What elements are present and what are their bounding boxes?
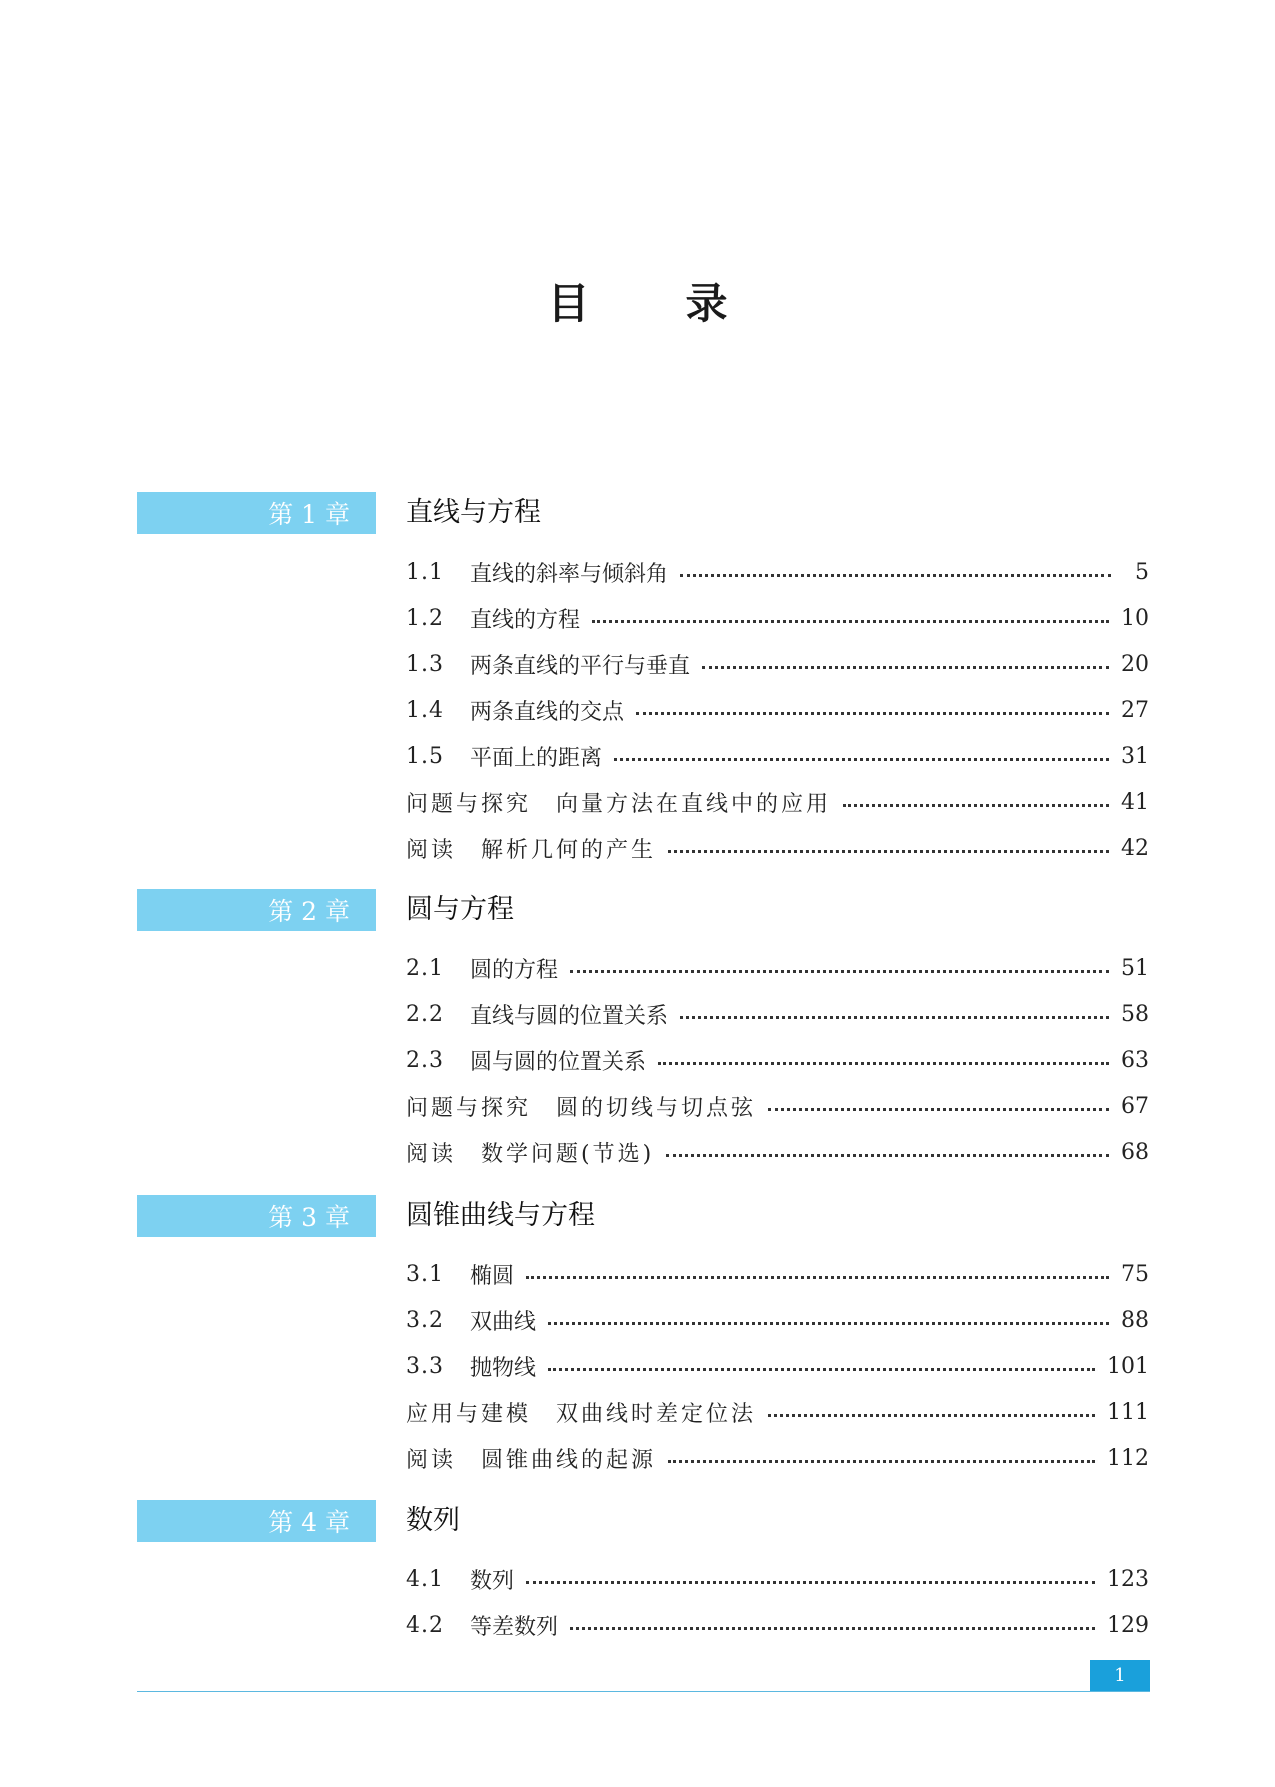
dot-leader [658,1062,1109,1065]
section-title: 直线的斜率与倾斜角 [470,561,669,587]
section-number: 2.3 [406,1047,444,1073]
dot-leader [680,574,1111,577]
toc-entry-special[interactable] [406,1440,1149,1476]
section-number: 3.1 [406,1261,444,1287]
dot-leader [636,712,1109,715]
page-number: 101 [1107,1353,1149,1379]
page-number: 58 [1121,1001,1149,1027]
page-number: 63 [1121,1047,1149,1073]
toc-entry[interactable] [406,1256,1149,1292]
page-number: 41 [1121,789,1149,815]
page-number: 31 [1121,743,1149,769]
section-title: 应用与建模 双曲线时差定位法 [406,1401,757,1427]
toc-entry[interactable] [406,996,1149,1032]
page-number: 129 [1107,1612,1149,1638]
section-title: 阅读 解析几何的产生 [406,837,657,863]
dot-leader [768,1108,1109,1111]
toc-entry[interactable] [406,1348,1149,1384]
page-title-char-2: 录 [685,279,728,328]
toc-entry[interactable] [406,600,1149,636]
section-title: 两条直线的交点 [470,699,625,725]
section-title: 平面上的距离 [470,745,603,771]
section-number: 1.4 [406,697,444,723]
page-number: 123 [1107,1566,1149,1592]
toc-entry-special[interactable] [406,1134,1149,1170]
section-title: 等差数列 [470,1614,559,1640]
section-title: 圆的方程 [470,957,559,983]
section-title: 圆与圆的位置关系 [470,1049,647,1075]
page-number-badge: 1 [1090,1660,1150,1691]
page-title-char-1: 目 [547,279,590,328]
dot-leader [592,620,1109,623]
dot-leader [666,1154,1109,1157]
dot-leader [526,1581,1095,1584]
section-title: 直线的方程 [470,607,581,633]
section-number: 1.1 [406,559,444,585]
dot-leader [668,850,1109,853]
chapter-4-tag: 第 4 章 [137,1500,376,1542]
page-number: 27 [1121,697,1149,723]
page-number: 67 [1121,1093,1149,1119]
section-title: 抛物线 [470,1355,537,1381]
chapter-1-title[interactable]: 直线与方程 [406,497,541,528]
page-number: 51 [1121,955,1149,981]
section-title: 阅读 圆锥曲线的起源 [406,1447,657,1473]
section-title: 双曲线 [470,1309,537,1335]
toc-entry-special[interactable] [406,784,1149,820]
dot-leader [614,758,1109,761]
section-number: 1.3 [406,651,444,677]
toc-entry[interactable] [406,554,1149,590]
dot-leader [702,666,1109,669]
dot-leader [768,1414,1095,1417]
section-number: 4.2 [406,1612,444,1638]
section-number: 4.1 [406,1566,444,1592]
dot-leader [526,1276,1109,1279]
section-title: 问题与探究 向量方法在直线中的应用 [406,791,832,817]
page-number: 42 [1121,835,1149,861]
section-title: 问题与探究 圆的切线与切点弦 [406,1095,757,1121]
dot-leader [680,1016,1109,1019]
page-number: 5 [1135,559,1149,585]
chapter-4-title[interactable]: 数列 [406,1505,460,1536]
toc-entry[interactable] [406,692,1149,728]
chapter-1-tag: 第 1 章 [137,492,376,534]
chapter-3-tag: 第 3 章 [137,1195,376,1237]
section-title: 阅读 数学问题(节选) [406,1141,655,1167]
toc-entry[interactable] [406,950,1149,986]
section-title: 两条直线的平行与垂直 [470,653,691,679]
section-title: 椭圆 [470,1263,515,1289]
dot-leader [570,1627,1095,1630]
page-number: 88 [1121,1307,1149,1333]
section-number: 1.5 [406,743,444,769]
page-number: 75 [1121,1261,1149,1287]
dot-leader [548,1368,1095,1371]
page-number: 68 [1121,1139,1149,1165]
section-number: 3.3 [406,1353,444,1379]
page-number: 112 [1107,1445,1149,1471]
dot-leader [548,1322,1109,1325]
toc-entry[interactable] [406,738,1149,774]
page-number: 111 [1107,1399,1149,1425]
toc-entry[interactable] [406,1042,1149,1078]
dot-leader [843,804,1109,807]
footer-rule [137,1691,1150,1692]
dot-leader [570,970,1109,973]
toc-entry[interactable] [406,1302,1149,1338]
toc-entry-special[interactable] [406,1394,1149,1430]
toc-entry-special[interactable] [406,830,1149,866]
chapter-2-title[interactable]: 圆与方程 [406,894,514,925]
section-number: 3.2 [406,1307,444,1333]
toc-entry-special[interactable] [406,1088,1149,1124]
section-number: 2.1 [406,955,444,981]
section-title: 直线与圆的位置关系 [470,1003,669,1029]
section-number: 2.2 [406,1001,444,1027]
toc-entry[interactable] [406,1561,1149,1597]
chapter-3-title[interactable]: 圆锥曲线与方程 [406,1200,595,1231]
section-title: 数列 [470,1568,515,1594]
page-number: 10 [1121,605,1149,631]
dot-leader [668,1460,1095,1463]
page-number: 20 [1121,651,1149,677]
toc-entry[interactable] [406,646,1149,682]
toc-entry[interactable] [406,1607,1149,1643]
section-number: 1.2 [406,605,444,631]
chapter-2-tag: 第 2 章 [137,889,376,931]
